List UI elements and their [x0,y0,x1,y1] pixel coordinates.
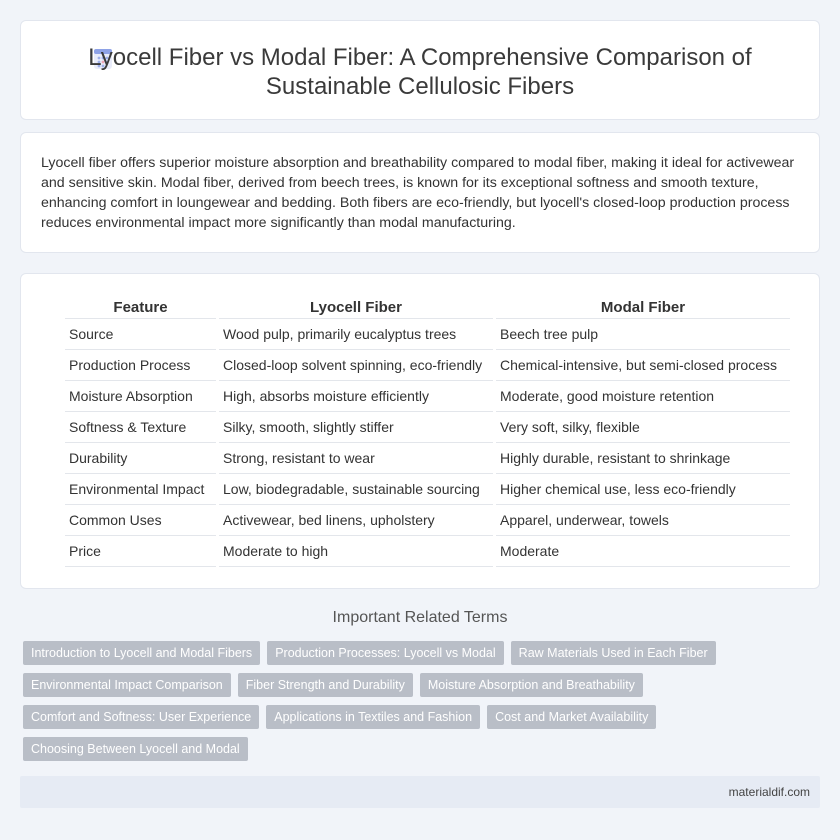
related-term-tag[interactable]: Introduction to Lyocell and Modal Fibers [23,641,260,665]
header-modal: Modal Fiber [496,296,790,319]
page-title-line2: Sustainable Cellulosic Fibers [265,73,575,100]
related-term-tag[interactable]: Comfort and Softness: User Experience [23,705,259,729]
lyocell-cell: Moderate to high [219,536,493,567]
footer [20,776,820,808]
comparison-table [62,296,793,567]
lyocell-cell: Strong, resistant to wear [219,443,493,474]
lyocell-cell: Closed-loop solvent spinning, eco-friendly [219,350,493,381]
related-term-tag[interactable]: Choosing Between Lyocell and Modal [23,737,248,761]
modal-cell: Beech tree pulp [496,319,790,350]
related-term-tag[interactable]: Environmental Impact Comparison [23,673,231,697]
table-row [65,474,790,505]
feature-cell: Durability [65,443,216,474]
feature-cell: Softness & Texture [65,412,216,443]
related-term-tag[interactable]: Cost and Market Availability [487,705,656,729]
modal-cell: Chemical-intensive, but semi-closed process [496,350,790,381]
table-row [65,536,790,567]
header-card [20,20,820,120]
related-term-tag[interactable]: Fiber Strength and Durability [238,673,413,697]
page-title [88,43,751,101]
header-feature: Feature [65,296,216,319]
table-row [65,412,790,443]
lyocell-cell: Activewear, bed linens, upholstery [219,505,493,536]
table-row [65,319,790,350]
related-term-tag[interactable]: Production Processes: Lyocell vs Modal [267,641,503,665]
feature-cell: Production Process [65,350,216,381]
lyocell-cell: Wood pulp, primarily eucalyptus trees [219,319,493,350]
intro-card [20,132,820,253]
modal-cell: Higher chemical use, less eco-friendly [496,474,790,505]
lyocell-cell: High, absorbs moisture efficiently [219,381,493,412]
related-term-tag[interactable]: Moisture Absorption and Breathability [420,673,643,697]
modal-cell: Apparel, underwear, towels [496,505,790,536]
intro-text: Lyocell fiber offers superior moisture absorption and breathability compared to modal fiber, making it ideal for activewear and sensitive skin. Modal fiber, derived from beech trees, is known for its exceptional softness and smooth texture, enhancing comfort in loungewear and bedding. Both fibers are eco-friendly, but lyocell's closed-loop production process reduces environmental impact more significantly than modal manufacturing. [41,155,795,231]
table-row [65,381,790,412]
lyocell-cell: Low, biodegradable, sustainable sourcing [219,474,493,505]
lyocell-cell: Silky, smooth, slightly stiffer [219,412,493,443]
comparison-table-card [20,273,820,589]
related-terms-list [23,641,743,761]
feature-cell: Price [65,536,216,567]
table-row [65,350,790,381]
modal-cell: Very soft, silky, flexible [496,412,790,443]
related-term-tag[interactable]: Raw Materials Used in Each Fiber [511,641,716,665]
feature-cell: Moisture Absorption [65,381,216,412]
feature-cell: Common Uses [65,505,216,536]
header-lyocell: Lyocell Fiber [219,296,493,319]
page-title-line1: Lyocell Fiber vs Modal Fiber: A Comprehensive Comparison of [88,44,752,71]
modal-cell: Highly durable, resistant to shrinkage [496,443,790,474]
table-row [65,443,790,474]
related-term-tag[interactable]: Applications in Textiles and Fashion [266,705,480,729]
footer-site-link[interactable]: materialdif.com [728,785,810,799]
related-terms-heading: Important Related Terms [332,609,508,626]
modal-cell: Moderate [496,536,790,567]
table-header-row [65,296,790,319]
feature-cell: Source [65,319,216,350]
table-row [65,505,790,536]
modal-cell: Moderate, good moisture retention [496,381,790,412]
feature-cell: Environmental Impact [65,474,216,505]
